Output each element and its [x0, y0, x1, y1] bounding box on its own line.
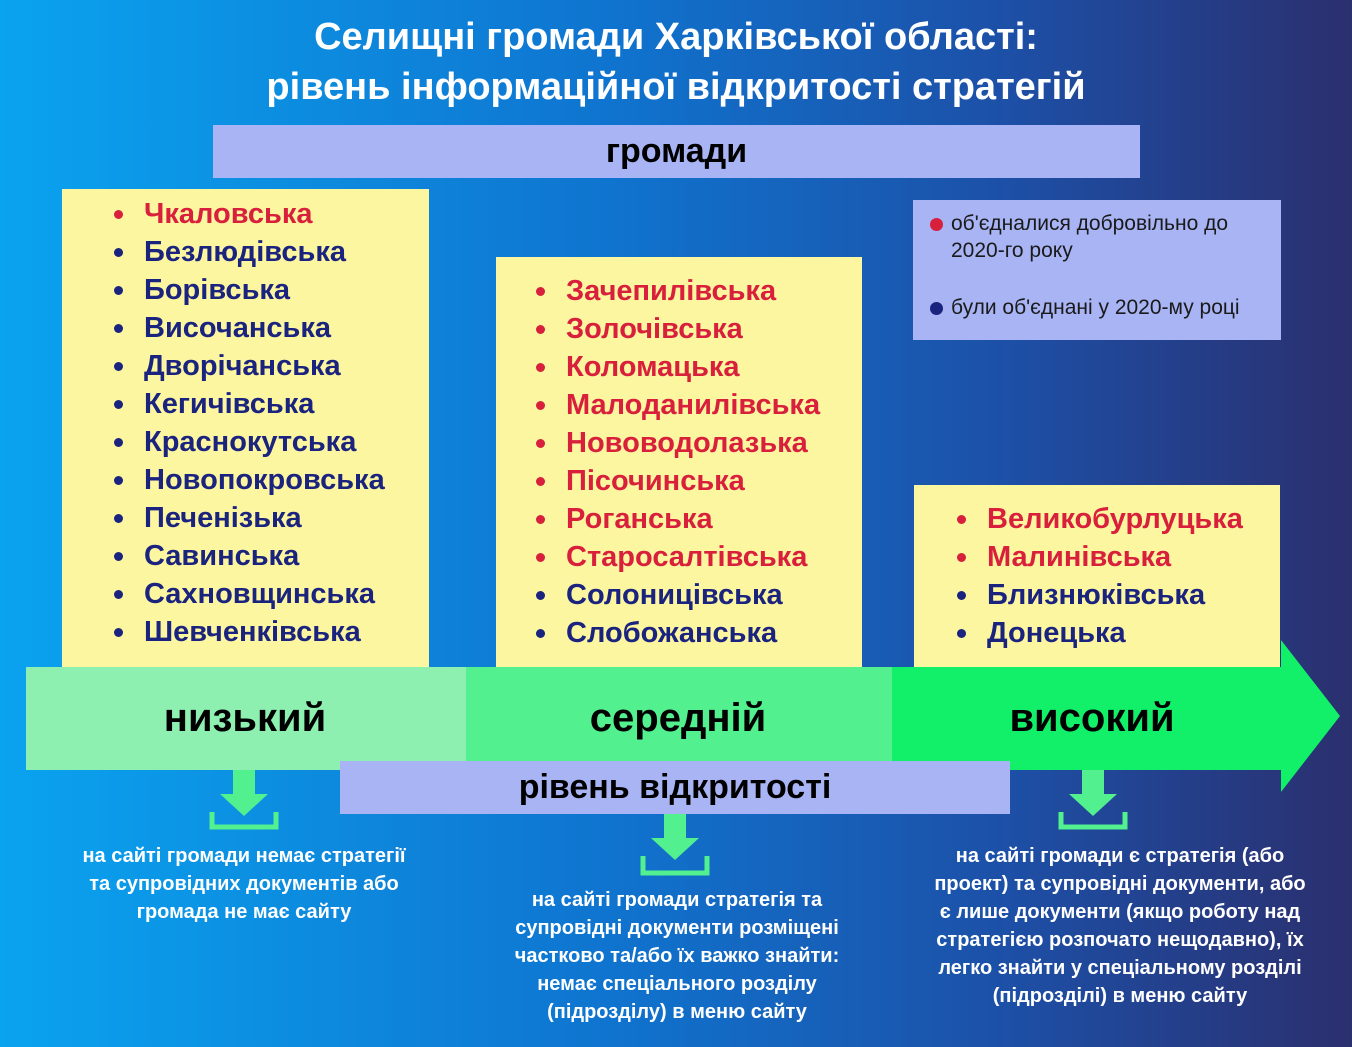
- community-item: Малинівська: [957, 538, 1243, 576]
- level-mid-label: середній: [589, 696, 767, 740]
- level-high-label: високий: [1009, 696, 1175, 740]
- community-item: Новопокровська: [114, 461, 385, 499]
- title-line-1: Селищні громади Харківської області:: [314, 16, 1038, 58]
- community-item: Роганська: [536, 500, 820, 538]
- desc-line: легко знайти у спеціальному розділі: [938, 957, 1302, 979]
- desc-line: та супровідних документів або: [89, 873, 399, 895]
- community-item: Великобурлуцька: [957, 500, 1243, 538]
- desc-line: стратегією розпочато нещодавно), їх: [936, 929, 1304, 951]
- community-item: Близнюківська: [957, 576, 1243, 614]
- community-item: Кегичівська: [114, 385, 385, 423]
- desc-line: на сайті громади є стратегія (або: [955, 845, 1285, 867]
- community-item: Краснокутська: [114, 423, 385, 461]
- download-icon-mid: [643, 814, 707, 873]
- desc-line: проект) та супровідні документи, або: [934, 873, 1306, 895]
- openness-level-band: рівень відкритості: [340, 761, 1010, 814]
- community-item: Безлюдівська: [114, 233, 385, 271]
- desc-line: громада не має сайту: [136, 901, 352, 923]
- legend-label-before-2020: об'єдналися добровільно до 2020-го року: [951, 212, 1229, 262]
- community-item: Пісочинська: [536, 462, 820, 500]
- desc-line: на сайті громади стратегія та: [531, 889, 823, 911]
- community-item: Слобожанська: [536, 614, 820, 652]
- community-item: Савинська: [114, 537, 385, 575]
- desc-line: частково та/або їх важко знайти:: [514, 945, 840, 967]
- community-item: Малоданилівська: [536, 386, 820, 424]
- community-item: Чкаловська: [114, 195, 385, 233]
- community-item: Борівська: [114, 271, 385, 309]
- community-item: Старосалтівська: [536, 538, 820, 576]
- title-line-2: рівень інформаційної відкритості стратегій: [266, 66, 1086, 108]
- community-item: Нововодолазька: [536, 424, 820, 462]
- desc-line: немає спеціального розділу: [537, 973, 817, 995]
- community-item: Солоницівська: [536, 576, 820, 614]
- desc-line: (підрозділі) в меню сайту: [992, 985, 1248, 1007]
- community-item: Печенізька: [114, 499, 385, 537]
- community-item: Дворічанська: [114, 347, 385, 385]
- download-icon-low: [212, 770, 276, 827]
- desc-line: (підрозділу) в меню сайту: [547, 1001, 807, 1023]
- desc-line: є лише документи (якщо роботу над: [939, 901, 1301, 923]
- level-low-label: низький: [163, 696, 327, 740]
- community-item: Золочівська: [536, 310, 820, 348]
- download-icon-high: [1061, 770, 1125, 827]
- community-item: Шевченківська: [114, 613, 385, 651]
- community-item: Донецька: [957, 614, 1243, 652]
- communities-band: громади: [213, 125, 1140, 178]
- community-item: Сахновщинська: [114, 575, 385, 613]
- legend-label-in-2020: були об'єднані у 2020-му році: [951, 296, 1240, 319]
- community-item: Зачепилівська: [536, 272, 820, 310]
- desc-line: супровідні документи розміщені: [515, 917, 839, 939]
- community-item: Коломацька: [536, 348, 820, 386]
- desc-line: на сайті громади немає стратегії: [82, 845, 406, 867]
- community-item: Височанська: [114, 309, 385, 347]
